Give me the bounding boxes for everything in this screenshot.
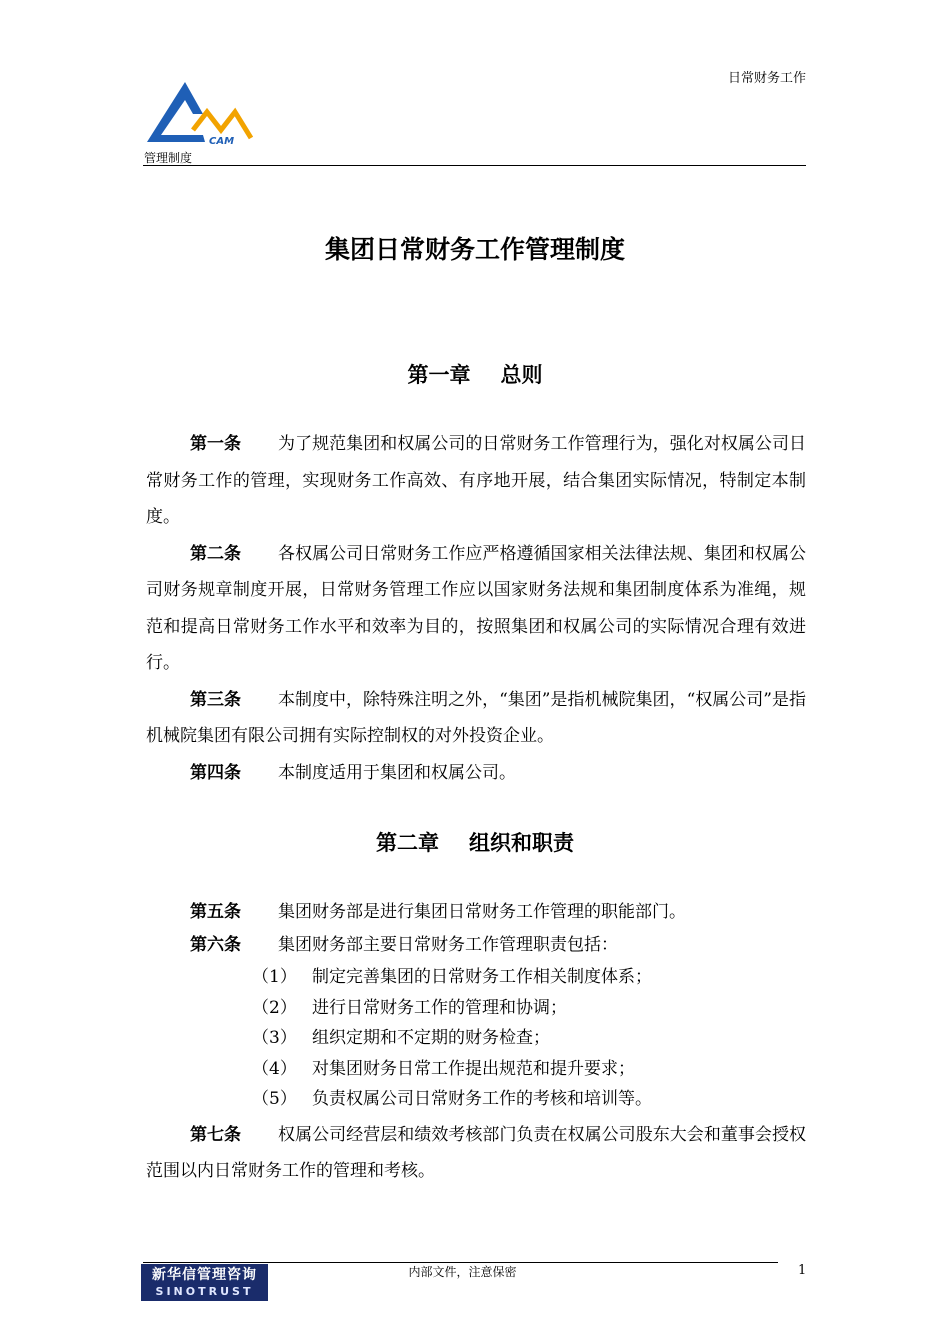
article-3 bbox=[146, 682, 806, 755]
list-item-text: 制定完善集团的日常财务工作相关制度体系； bbox=[312, 967, 652, 987]
list-item bbox=[146, 962, 806, 993]
article-label: 第五条 bbox=[190, 902, 241, 922]
list-item-text: 负责权属公司日常财务工作的考核和培训等。 bbox=[312, 1089, 652, 1109]
list-item bbox=[146, 1084, 806, 1115]
footer-logo-english: SINOTRUST bbox=[155, 1285, 254, 1298]
footer-confidential-notice: 内部文件，注意保密 bbox=[408, 1265, 517, 1279]
article-text: 集团财务部是进行集团日常财务工作管理的职能部门。 bbox=[278, 902, 686, 922]
chapter-2-number: 第二章 bbox=[376, 831, 439, 855]
list-item-number: （5） bbox=[252, 1089, 297, 1109]
article-label: 第三条 bbox=[190, 689, 241, 710]
chapter-2-heading bbox=[0, 827, 950, 857]
article-label: 第一条 bbox=[190, 434, 241, 454]
chapter-1-number: 第一章 bbox=[407, 363, 471, 387]
article-text: 本制度适用于集团和权属公司。 bbox=[278, 762, 516, 783]
article-label: 第六条 bbox=[190, 935, 241, 955]
list-item bbox=[146, 1023, 806, 1054]
list-item-number: （1） bbox=[252, 967, 297, 987]
article-label: 第二条 bbox=[190, 543, 241, 564]
list-item bbox=[146, 993, 806, 1024]
article-text: 各权属公司日常财务工作应严格遵循国家相关法律法规、集团和权属公司财务规章制度开展，日常财务管理工作应以国家财务法规和集团制度体系为准绳，规范和提高日常财务工作水平和效率为目的，按照集团和权属公司的实际情况合理有效进行。 bbox=[146, 543, 806, 673]
article-2 bbox=[146, 536, 806, 682]
header-category: 管理制度 bbox=[144, 151, 193, 165]
list-item-text: 对集团财务日常工作提出规范和提升要求； bbox=[312, 1058, 635, 1079]
article-1 bbox=[146, 426, 806, 536]
chapter-2-name: 组织和职责 bbox=[469, 831, 574, 855]
header-divider bbox=[143, 165, 806, 166]
list-item-text: 进行日常财务工作的管理和协调； bbox=[312, 997, 567, 1018]
chapter-1-name: 总则 bbox=[500, 363, 543, 387]
chapter-1-body bbox=[146, 426, 806, 791]
logo-orange-stroke bbox=[193, 112, 251, 138]
company-logo bbox=[145, 80, 255, 146]
list-item-number: （2） bbox=[252, 997, 297, 1018]
article-7 bbox=[146, 1117, 806, 1190]
list-item bbox=[146, 1054, 806, 1085]
logo-text: CAM bbox=[209, 136, 235, 146]
list-item-number: （4） bbox=[252, 1058, 297, 1079]
header-section-title: 日常财务工作 bbox=[727, 71, 806, 86]
page-number: 1 bbox=[798, 1263, 807, 1278]
footer-logo-chinese: 新华信管理咨询 bbox=[152, 1267, 257, 1283]
article-text: 集团财务部主要日常财务工作管理职责包括： bbox=[278, 935, 618, 955]
article-6 bbox=[146, 929, 806, 962]
article-label: 第四条 bbox=[190, 762, 241, 783]
list-item-text: 组织定期和不定期的财务检查； bbox=[312, 1028, 550, 1048]
list-item-number: （3） bbox=[252, 1028, 297, 1048]
article-label: 第七条 bbox=[190, 1124, 241, 1145]
article-text: 权属公司经营层和绩效考核部门负责在权属公司股东大会和董事会授权范围以内日常财务工作的管理和考核。 bbox=[146, 1124, 806, 1181]
article-text: 本制度中，除特殊注明之外，“集团”是指机械院集团，“权属公司”是指机械院集团有限公司拥有实际控制权的对外投资企业。 bbox=[146, 689, 806, 746]
chapter-2-body bbox=[146, 896, 806, 1190]
article-text: 为了规范集团和权属公司的日常财务工作管理行为，强化对权属公司日常财务工作的管理，实现财务工作高效、有序地开展，结合集团实际情况，特制定本制度。 bbox=[146, 434, 806, 527]
article-4 bbox=[146, 755, 806, 792]
logo-blue-triangle bbox=[147, 82, 205, 142]
document-title: 集团日常财务工作管理制度 bbox=[324, 235, 625, 264]
article-5 bbox=[146, 896, 806, 929]
chapter-1-heading bbox=[0, 359, 950, 389]
